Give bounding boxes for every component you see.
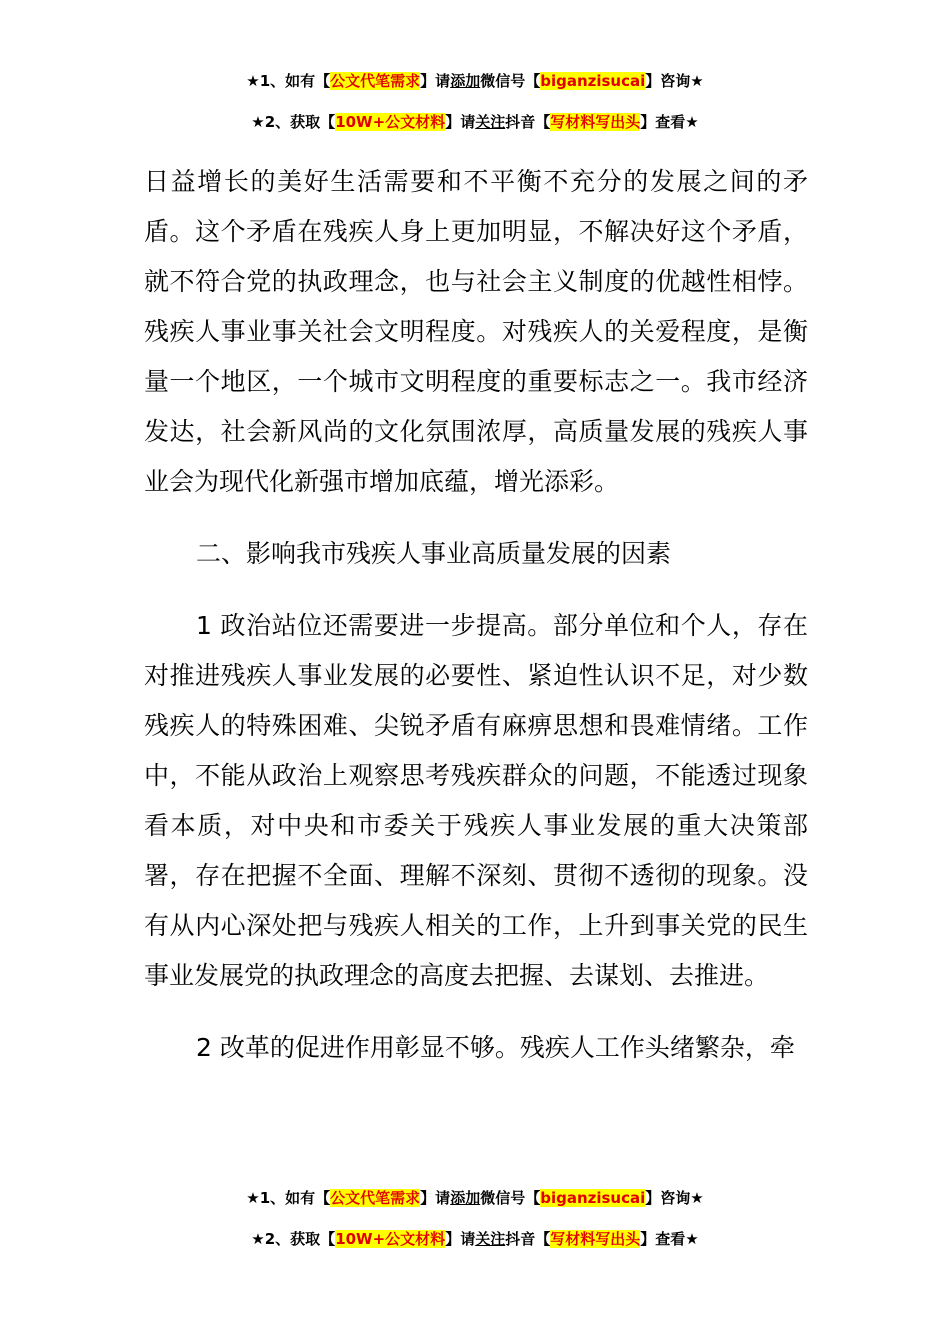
- highlight-text: 公文代笔需求: [330, 72, 421, 90]
- bottom-banner-line-2: [0, 1229, 950, 1249]
- banner-text: ★2、获取【: [251, 1230, 336, 1248]
- highlight-text: 10W+公文材料: [335, 1230, 446, 1248]
- highlight-text: 10W+公文材料: [335, 113, 446, 131]
- paragraph: 2 改革的促进作用彰显不够。残疾人工作头绪繁杂，牵: [196, 1033, 795, 1062]
- banner-text: ★2、获取【: [251, 113, 336, 131]
- banner-text: ★1、如有【: [246, 72, 331, 90]
- top-banner-line-2: [0, 112, 950, 132]
- paragraph: 1 政治站位还需要进一步提高。部分单位和个人，存在对推进残疾人事业发展的必要性、紧迫性认识不足，对少数残疾人的特殊困难、尖锐矛盾有麻痹思想和畏难情绪。工作中，不能从政治上观察思考残疾群众的问题，不能透过现象看本质，对中央和市委关于残疾人事业发展的重大决策部署，存在把握不全面、理解不深刻、贯彻不透彻的现象。没有从内心深处把与残疾人相关的工作，上升到事关党的民生事业发展党的执政理念的高度去把握、去谋划、去推进。: [144, 611, 808, 990]
- paragraph: 日益增长的美好生活需要和不平衡不充分的发展之间的矛盾。这个矛盾在残疾人身上更加明显，不解决好这个矛盾，就不符合党的执政理念，也与社会主义制度的优越性相悖。残疾人事业事关社会文明程度。对残疾人的关爱程度，是衡量一个地区，一个城市文明程度的重要标志之一。我市经济发达，社会新风尚的文化氛围浓厚，高质量发展的残疾人事业会为现代化新强市增加底蕴，增光添彩。: [144, 167, 808, 496]
- banner-text: 】咨询★: [645, 1189, 704, 1207]
- underlined-text: 添加: [450, 72, 481, 90]
- banner-text: 】请: [420, 1189, 451, 1207]
- banner-text: 】咨询★: [645, 72, 704, 90]
- douyin-id: 写材料写出头: [550, 1230, 641, 1248]
- section-heading: 二、影响我市残疾人事业高质量发展的因素: [196, 539, 672, 568]
- banner-text: 】请: [445, 1230, 476, 1248]
- banner-text: 】查看★: [640, 113, 699, 131]
- underlined-text: 关注: [475, 113, 506, 131]
- banner-text: 抖音【: [505, 113, 551, 131]
- underlined-text: 关注: [475, 1230, 506, 1248]
- top-banner-line-1: [0, 71, 950, 91]
- bottom-banner-line-1: [0, 1188, 950, 1208]
- wechat-id: biganzisucai: [540, 1189, 646, 1207]
- banner-text: 微信号【: [480, 72, 541, 90]
- wechat-id: biganzisucai: [540, 72, 646, 90]
- douyin-id: 写材料写出头: [550, 113, 641, 131]
- banner-text: 】请: [445, 113, 476, 131]
- banner-text: 微信号【: [480, 1189, 541, 1207]
- banner-text: 抖音【: [505, 1230, 551, 1248]
- underlined-text: 添加: [450, 1189, 481, 1207]
- main-content: [144, 157, 808, 1073]
- highlight-text: 公文代笔需求: [330, 1189, 421, 1207]
- banner-text: 】查看★: [640, 1230, 699, 1248]
- banner-text: ★1、如有【: [246, 1189, 331, 1207]
- banner-text: 】请: [420, 72, 451, 90]
